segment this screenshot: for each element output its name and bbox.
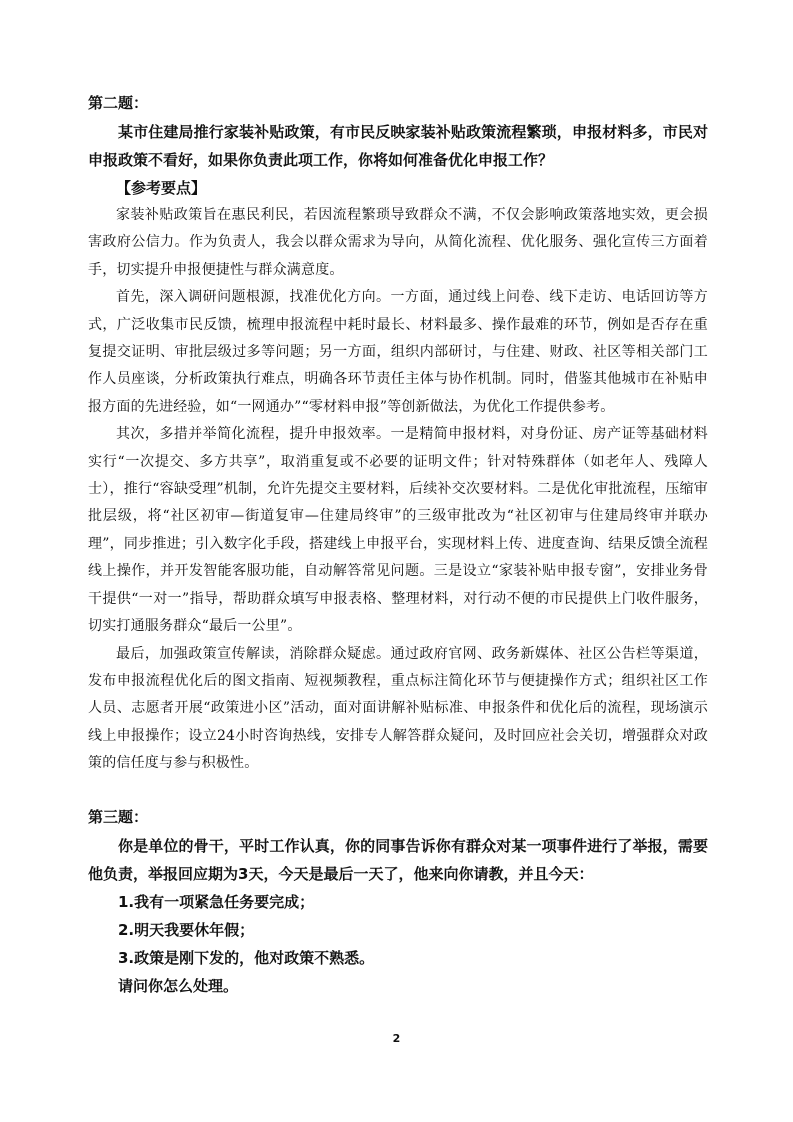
reference-title: 【参考要点】 [116,179,207,197]
q2-heading: 第二题： [88,94,149,112]
q2-question: 某市住建局推行家装补贴政策，有市民反映家装补贴政策流程繁琐，申报材料多，市民对申报政策不看好，如果你负责此项工作，你将如何准备优化申报工作？ [88,123,708,169]
q3-item-3: 3.政策是刚下发的，他对政策不熟悉。 [118,948,375,967]
answer-paragraph-first: 首先，深入调研问题根源，找准优化方向。一方面，通过线上问卷、线下走访、电话回访等方式，广泛收集市民反馈，梳理申报流程中耗时最长、材料最多、操作最难的环节，例如是否存在重复提交证明、审批层级过多等问题；另一方面，组织内部研讨，与住建、财政、社区等相关部门工作人员座谈，分析政策执行难点，明确各环节责任主体与协作机制。同时，借鉴其他城市在补贴申报方面的先进经验，如“一网通办”“零材料申报”等创新做法，为优化工作提供参考。 [88,289,708,415]
answer-paragraph-second: 其次，多措并举简化流程，提升申报效率。一是精简申报材料，对身份证、房产证等基础材料实行“一次提交、多方共享”，取消重复或不必要的证明文件；针对特殊群体（如老年人、残障人士），推行“容缺受理”机制，允许先提交主要材料，后续补交次要材料。二是优化审批流程，压缩审批层级，将“社区初审—街道复审—住建局终审”的三级审批改为“社区初审与住建局终审并联办理”，同步推进；引入数字化手段，搭建线上申报平台，实现材料上传、进度查询、结果反馈全流程线上操作，并开发智能客服功能，自动解答常见问题。三是设立“家装补贴申报专窗”，安排业务骨干提供“一对一”指导，帮助群众填写申报表格、整理材料，对行动不便的市民提供上门收件服务，切实打通服务群众“最后一公里”。 [88,426,708,635]
q3-item-1: 1.我有一项紧急任务要完成； [118,892,315,911]
answer-paragraph-intro: 家装补贴政策旨在惠民利民，若因流程繁琐导致群众不满，不仅会影响政策落地实效，更会损害政府公信力。作为负责人，我会以群众需求为导向，从简化流程、优化服务、强化宣传三方面着手，切实提升申报便捷性与群众满意度。 [88,207,708,278]
answer-paragraph-last: 最后，加强政策宣传解读，消除群众疑虑。通过政府官网、政务新媒体、社区公告栏等渠道，发布申报流程优化后的图文指南、短视频教程，重点标注简化环节与便捷操作方式；组织社区工作人员、志愿者开展“政策进小区”活动，面对面讲解补贴标准、申报条件和优化后的流程，现场演示线上申报操作；设立24小时咨询热线，安排专人解答群众疑问，及时回应社会关切，增强群众对政策的信任度与参与积极性。 [88,645,708,772]
section-spacer [88,778,708,802]
document-page [88,88,708,1000]
q3-heading: 第三题： [88,807,149,826]
page-number: 2 [392,1032,401,1045]
q3-closing: 请问你怎么处理。 [118,976,239,995]
q3-item-2: 2.明天我要休年假； [118,920,255,939]
q3-question: 你是单位的骨干，平时工作认真，你的同事告诉你有群众对某一项事件进行了举报，需要他负责，举报回应期为3天，今天是最后一天了，他来向你请教，并且今天： [88,836,708,883]
